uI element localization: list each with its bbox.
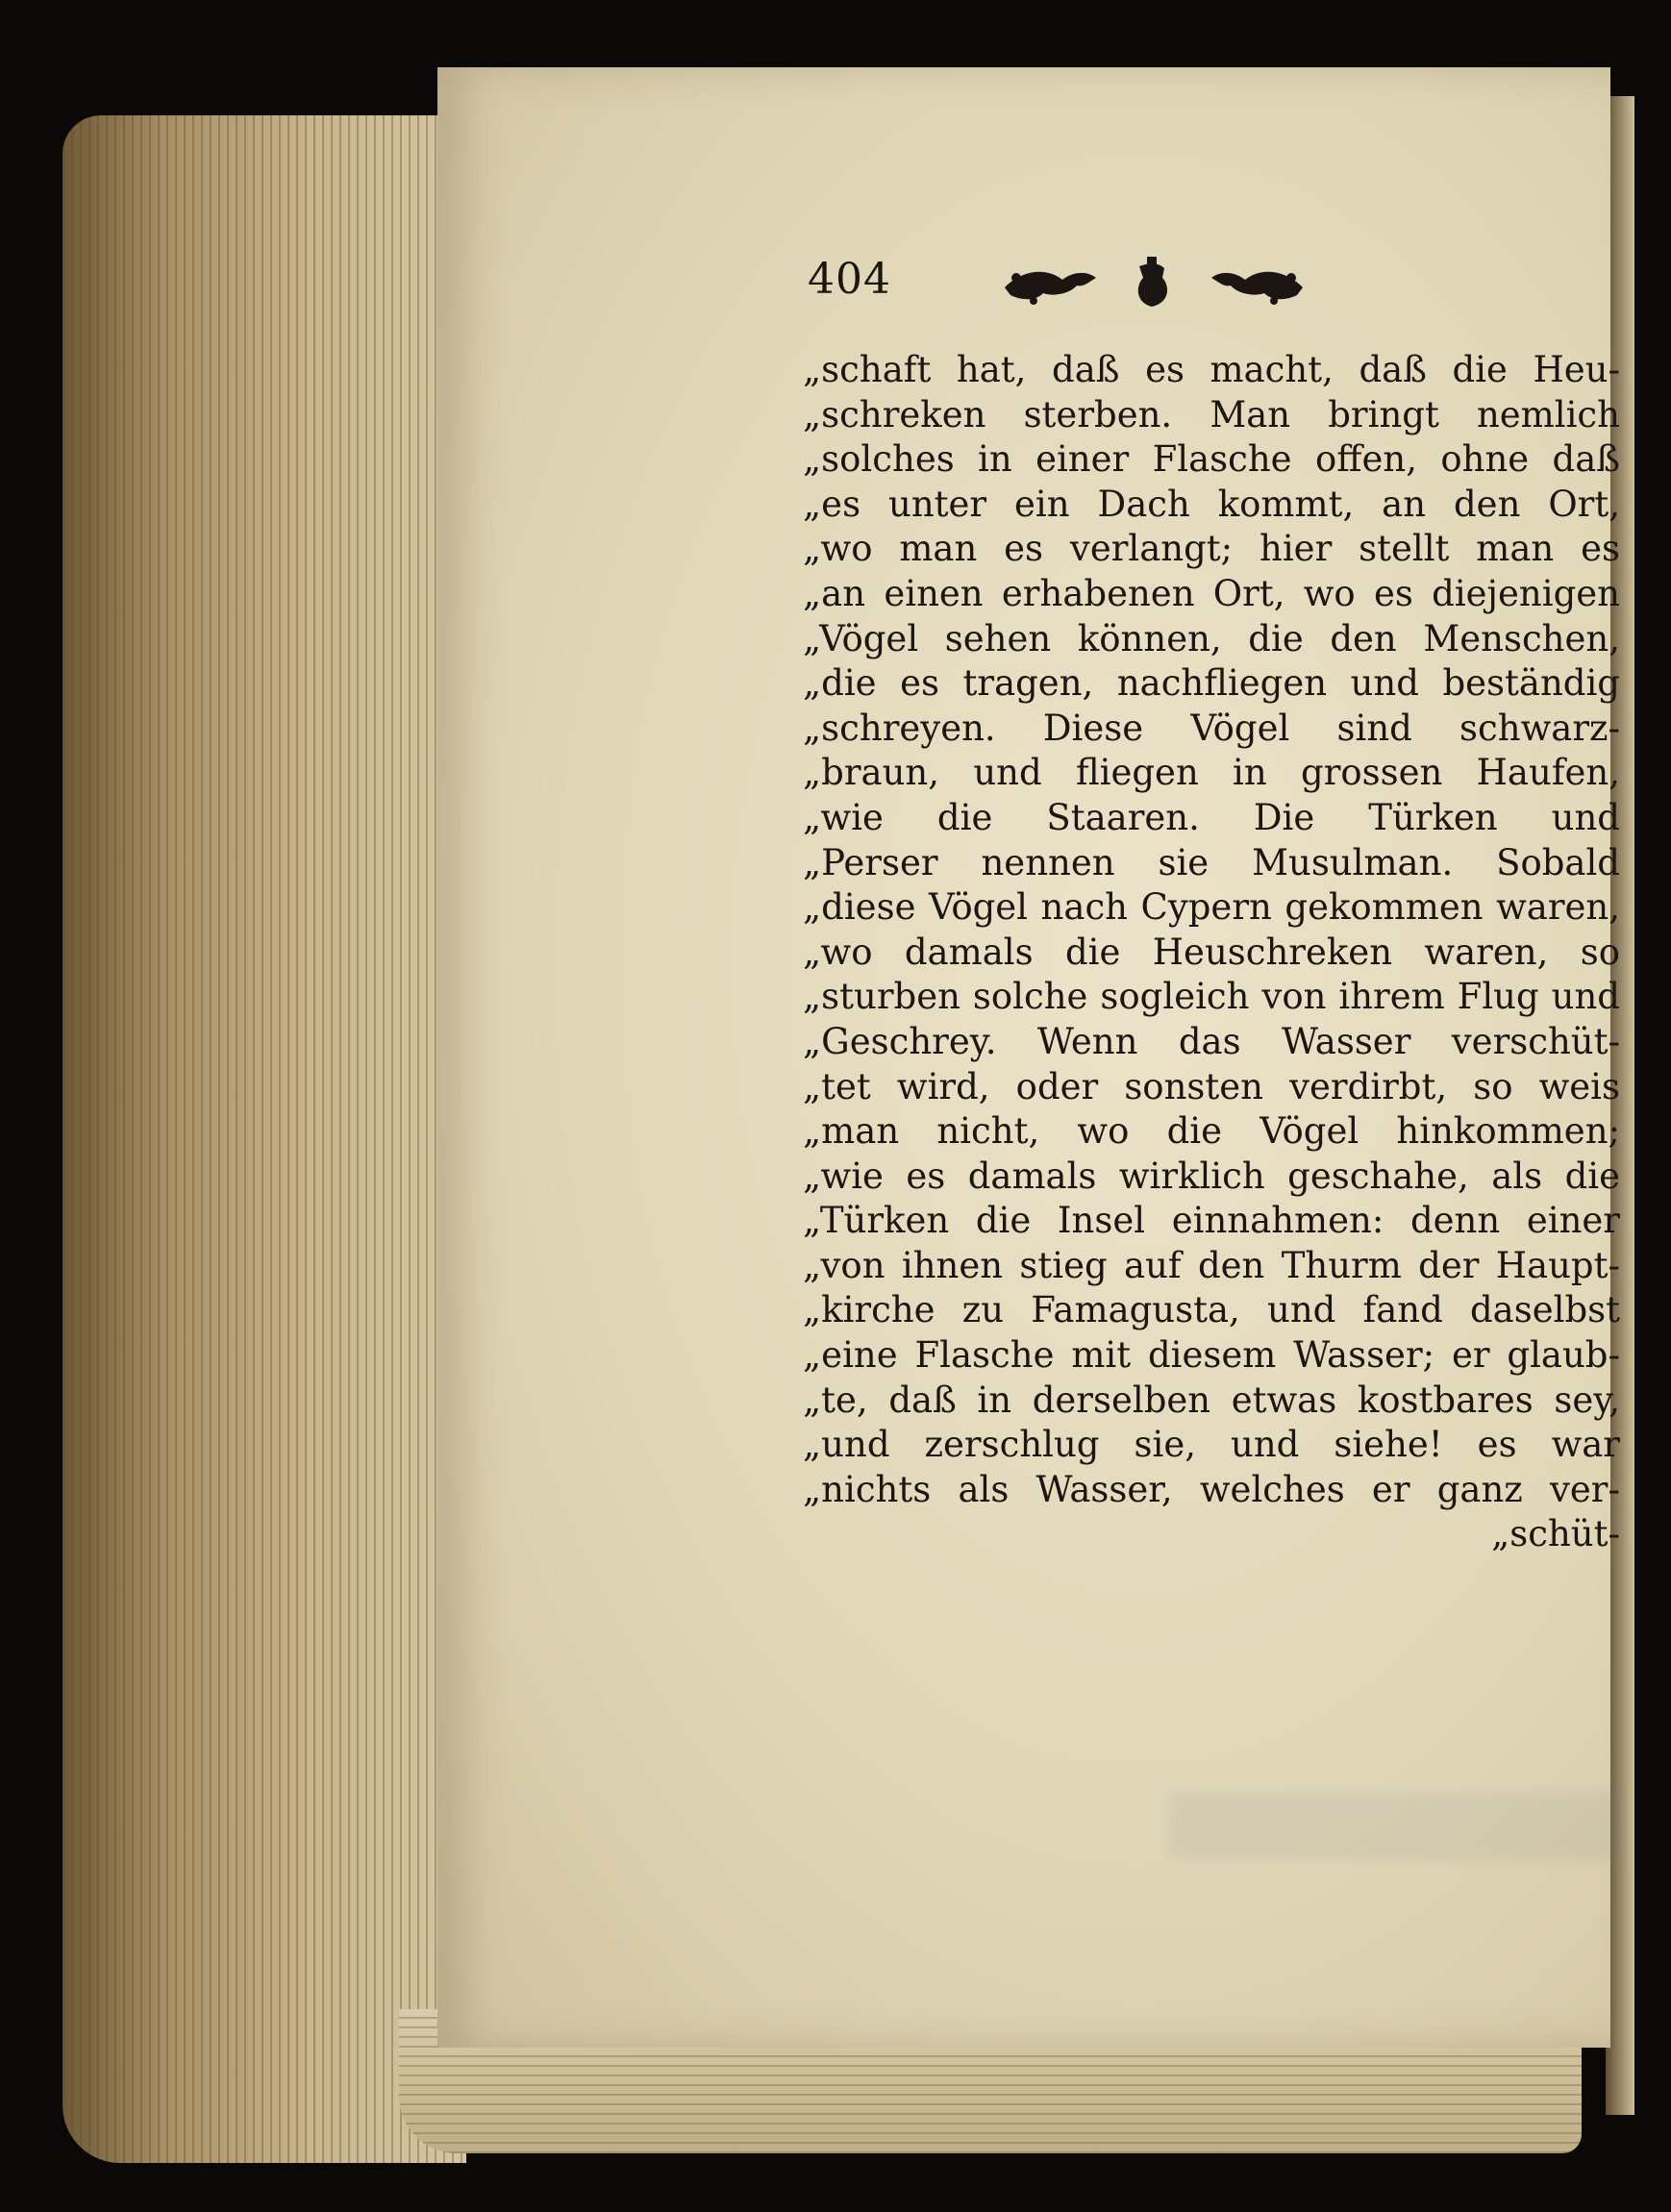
text-line: „an einen erhabenen Ort, wo es diejenigen: [803, 572, 1620, 614]
page-number: 404: [808, 255, 891, 304]
text-line: „wo damals die Heuschreken waren, so: [803, 931, 1620, 973]
text-line: „und zerschlug sie, und siehe! es war: [803, 1424, 1620, 1466]
text-line: „nichts als Wasser, welches er ganz ver-: [803, 1468, 1620, 1510]
text-line: „Perser nennen sie Musulman. Sobald: [803, 841, 1620, 883]
text-line: „schaft hat, daß es macht, daß die Heu-: [803, 349, 1620, 390]
text-line: „wie die Staaren. Die Türken und: [803, 796, 1620, 838]
book: [53, 67, 1630, 2182]
text-line: „wo man es verlangt; hier stellt man es: [803, 528, 1620, 570]
text-line: „die es tragen, nachfliegen und beständig: [803, 662, 1620, 705]
text-line: „tet wird, oder sonsten verdirbt, so weis: [803, 1065, 1620, 1107]
page-edges-left: [62, 115, 466, 2163]
text-line: „von ihnen stieg auf den Thurm der Haupt-: [803, 1244, 1620, 1286]
text-line: „es unter ein Dach kommt, an den Ort,: [803, 483, 1620, 525]
text-line: „wie es damals wirklich geschahe, als die: [803, 1155, 1620, 1197]
text-line: „man nicht, wo die Vögel hinkommen;: [803, 1110, 1620, 1153]
text-block: [803, 348, 1620, 1557]
page-header: [808, 255, 1481, 332]
book-page: [437, 67, 1620, 2048]
text-line: „solches in einer Flasche offen, ohne daß: [803, 438, 1620, 481]
text-line: „te, daß in derselben etwas kostbares sey,: [803, 1379, 1620, 1421]
text-line: „Türken die Insel einnahmen: denn einer: [803, 1200, 1620, 1242]
ornament-icon: [995, 249, 1312, 316]
text-line: „braun, und fliegen in grossen Haufen,: [803, 752, 1620, 794]
text-line: „eine Flasche mit diesem Wasser; er glaub-: [803, 1334, 1620, 1377]
text-line: „diese Vögel nach Cypern gekommen waren,: [803, 886, 1620, 929]
text-line: „Vögel sehen können, die den Menschen,: [803, 617, 1620, 659]
text-line: „schreken sterben. Man bringt nemlich: [803, 393, 1620, 435]
bleed-through-smudge: [1168, 1793, 1620, 1860]
text-line: „Geschrey. Wenn das Wasser verschüt-: [803, 1020, 1620, 1062]
catchword: „schüt-: [1491, 1513, 1620, 1555]
text-line: „schreyen. Diese Vögel sind schwarz-: [803, 707, 1620, 749]
text-line: „kirche zu Famagusta, und fand daselbst: [803, 1289, 1620, 1331]
text-line: „sturben solche sogleich von ihrem Flug und: [803, 976, 1620, 1018]
